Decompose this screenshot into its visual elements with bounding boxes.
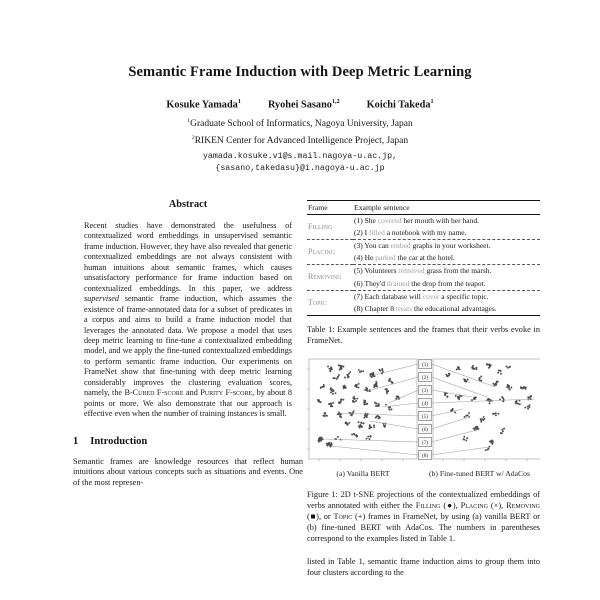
svg-text:(1): (1) (421, 362, 429, 369)
target-verb: treats (395, 303, 413, 313)
subcaption-panel-b: (b) Fine-tuned BERT w/ AdaCos (428, 469, 531, 479)
scatter-panel-a (309, 359, 417, 459)
table-frame-group (307, 214, 540, 239)
affiliation-line: $^1$Graduate School of Informatics, Nagoya University, Japan (187, 118, 413, 130)
example-sentence: (1) She covered her mouth with her hand. (354, 215, 479, 225)
example-sentence: (3) You can embed graphs in your worksheet. (354, 240, 491, 250)
subcaption-panel-a: (a) Vanilla BERT (336, 469, 390, 479)
target-verb: covered (377, 215, 402, 225)
frame-name: Filling (308, 221, 333, 231)
frame-name: Topic (308, 297, 327, 307)
author-emails (55, 151, 545, 176)
svg-text:(5): (5) (421, 414, 429, 421)
paper-title: Semantic Frame Induction with Deep Metric Learning (128, 64, 472, 80)
figure-1 (307, 358, 540, 478)
example-sentence: (8) Chapter 8 treats the educational advantages. (354, 303, 497, 313)
author-name: Ryohei Sasano$^{1,2}$ (267, 98, 340, 111)
target-verb: drained (386, 278, 410, 288)
svg-text:(7): (7) (421, 440, 429, 447)
intro-paragraph: Semantic frames are knowledge resources that reflect human intuitions about various concepts such as situations and events. One of the most represen- (73, 456, 303, 487)
figure-subcaptions (307, 469, 540, 478)
affiliations (55, 115, 545, 147)
target-verb: filled (369, 227, 385, 237)
paper-header (55, 64, 545, 176)
table-1-caption: Table 1: Example sentences and the frames that their verbs evoke in FrameNet. (307, 325, 540, 345)
target-verb: cover (422, 291, 440, 301)
scatter-panel-b (433, 359, 540, 459)
example-sentence: (6) They'd drained the drop from the teapot. (354, 278, 486, 288)
example-sentence: (2) I filled a notebook with my name. (354, 227, 467, 237)
column-header-example: Example sentence (353, 201, 540, 215)
table-frame-group (307, 239, 540, 264)
table-row (307, 239, 540, 252)
email-line-2: {sasano,takedasu}@i.nagoya-u.ac.jp (215, 164, 385, 174)
table-frame-group (307, 290, 540, 315)
target-verb: parked (375, 253, 396, 263)
svg-text:(4): (4) (421, 401, 429, 408)
author-name: Kosuke Yamada$^1$ (166, 98, 241, 111)
table-1 (307, 200, 540, 316)
section-1-heading (73, 436, 303, 447)
table-row (307, 290, 540, 303)
table-1-header (307, 201, 540, 215)
svg-text:(8): (8) (421, 453, 429, 460)
table-row (307, 265, 540, 278)
email-line-1: yamada.kosuke.v1@s.mail.nagoya-u.ac.jp, (202, 151, 398, 161)
figure-1-svg (307, 358, 540, 462)
svg-text:(2): (2) (421, 375, 429, 382)
column-header-frame: Frame (307, 201, 353, 215)
target-verb: removed (398, 266, 425, 276)
affiliation-line: $^2$RIKEN Center for Advanced Intelligence Project, Japan (191, 134, 409, 146)
table-row (307, 214, 540, 227)
table-header-row (307, 201, 540, 215)
authors-row (55, 98, 545, 110)
figure-1-caption: Figure 1: 2D t-SNE projections of the contextualized embeddings of verbs annotated with either the Filling (●), Placing (×), Removing (■), or Topic (+) frames in FrameNet, by using (a) vanilla BERT or (b) fine-tuned BERT with AdaCos. The numbers in parentheses correspond to the examples listed in Table 1. (307, 490, 540, 544)
frame-name: Placing (308, 247, 336, 256)
target-verb: embed (390, 240, 411, 250)
continuation-paragraph: listed in Table 1, semantic frame induction aims to group them into four clusters according to the (307, 557, 540, 577)
section-title: Introduction (90, 435, 148, 447)
example-sentence: (4) He parked the car at the hotel. (354, 253, 455, 263)
table-frame-group (307, 265, 540, 290)
section-number: 1 (73, 435, 79, 447)
abstract-text: Recent studies have demonstrated the usefulness of contextualized word embeddings in unsupervised semantic frame induction. However, they have also revealed that generic contextualized embeddings are not always consistent with human intuitions about semantic frames, which causes unsatisfactory performance for frame induction based on contextualized embeddings. In this paper, we address supervised semantic frame induction, which assumes the existence of frame-annotated data for a subset of predicates in a corpus and aims to build a frame induction model that leverages the annotated data. We propose a model that uses deep metric learning to fine-tune a contextualized embedding model, and we apply the fine-tuned contextualized embeddings to perform semantic frame induction. Our experiments on FrameNet show that fine-tuning with deep metric learning considerably improves the clustering evaluation scores, namely, the B-Cubed F-score and Purity F-score, by about 8 points or more. We also demonstrate that our approach is effective even when the number of training instances is small. (84, 221, 292, 419)
author-name: Koichi Takeda$^1$ (366, 98, 434, 111)
example-boxes (419, 360, 432, 460)
left-column (73, 196, 303, 488)
abstract-heading: Abstract (168, 199, 208, 210)
frame-name: Removing (308, 272, 342, 282)
svg-text:(3): (3) (421, 388, 429, 395)
example-sentence: (5) Volunteers removed grass from the marsh. (354, 266, 492, 276)
svg-text:(6): (6) (421, 427, 429, 434)
example-sentence: (7) Each database will cover a specific topic. (354, 291, 489, 301)
right-column (307, 197, 540, 579)
